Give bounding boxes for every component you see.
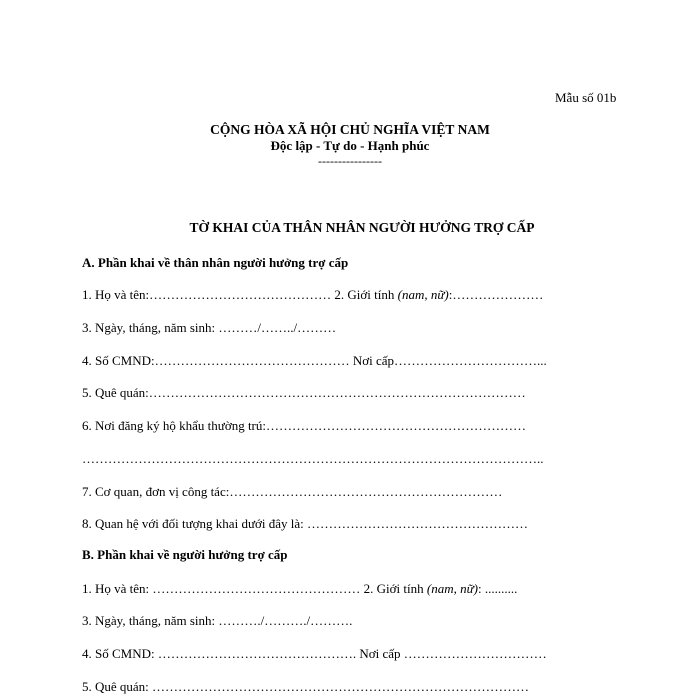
section-a-heading: A. Phần khai về thân nhân người hưởng trợ cấp xyxy=(82,255,349,270)
field-label: 1. Họ và tên:…………………………………… 2. Giới tính xyxy=(82,287,398,302)
section-a-relationship-field[interactable]: 8. Quan hệ với đối tượng khai dưới đây là: …………………………………………… xyxy=(82,516,528,531)
section-a-residence-field[interactable]: 6. Nơi đăng ký hộ khẩu thường trú:…………………………………………………… xyxy=(82,418,526,433)
national-motto: Độc lập - Tự do - Hạnh phúc xyxy=(270,138,430,153)
section-b-heading: B. Phần khai về người hưởng trợ cấp xyxy=(82,547,288,562)
section-b-name-gender-field[interactable] xyxy=(82,581,517,597)
section-a-name-gender-field[interactable] xyxy=(82,287,543,303)
section-a-birthdate-field[interactable]: 3. Ngày, tháng, năm sinh: ………/……../……… xyxy=(82,320,337,335)
field-fill: :………………… xyxy=(448,287,544,302)
form-title: TỜ KHAI CỦA THÂN NHÂN NGƯỜI HƯỞNG TRỢ CẤP xyxy=(189,220,535,235)
field-hint: (nam, nữ) xyxy=(426,581,479,596)
section-a-workplace-field[interactable]: 7. Cơ quan, đơn vị công tác:……………………………………………………… xyxy=(82,484,503,499)
section-b-hometown-field[interactable]: 5. Quê quán: …………………………………………………………………………… xyxy=(82,679,530,694)
form-code: Mẫu số 01b xyxy=(555,90,617,105)
republic-name: CỘNG HÒA XÃ HỘI CHỦ NGHĨA VIỆT NAM xyxy=(210,122,490,137)
section-a-hometown-field[interactable]: 5. Quê quán:…………………………………………………………………………… xyxy=(82,385,526,400)
section-a-id-field[interactable]: 4. Số CMND:……………………………………… Nơi cấp……………………………... xyxy=(82,353,547,368)
section-b-id-field[interactable]: 4. Số CMND: ………………………………………. Nơi cấp …………………………… xyxy=(82,646,547,661)
section-a-residence-continued[interactable]: …………………………………………………………………………………………….. xyxy=(82,451,544,466)
section-b-birthdate-field[interactable]: 3. Ngày, tháng, năm sinh: ………./………./………. xyxy=(82,613,353,628)
field-label: 1. Họ và tên: ………………………………………… 2. Giới tính xyxy=(82,581,427,596)
field-hint: (nam, nữ) xyxy=(397,287,449,302)
field-fill: : .......... xyxy=(478,581,518,596)
header-divider: ---------------- xyxy=(318,154,382,168)
